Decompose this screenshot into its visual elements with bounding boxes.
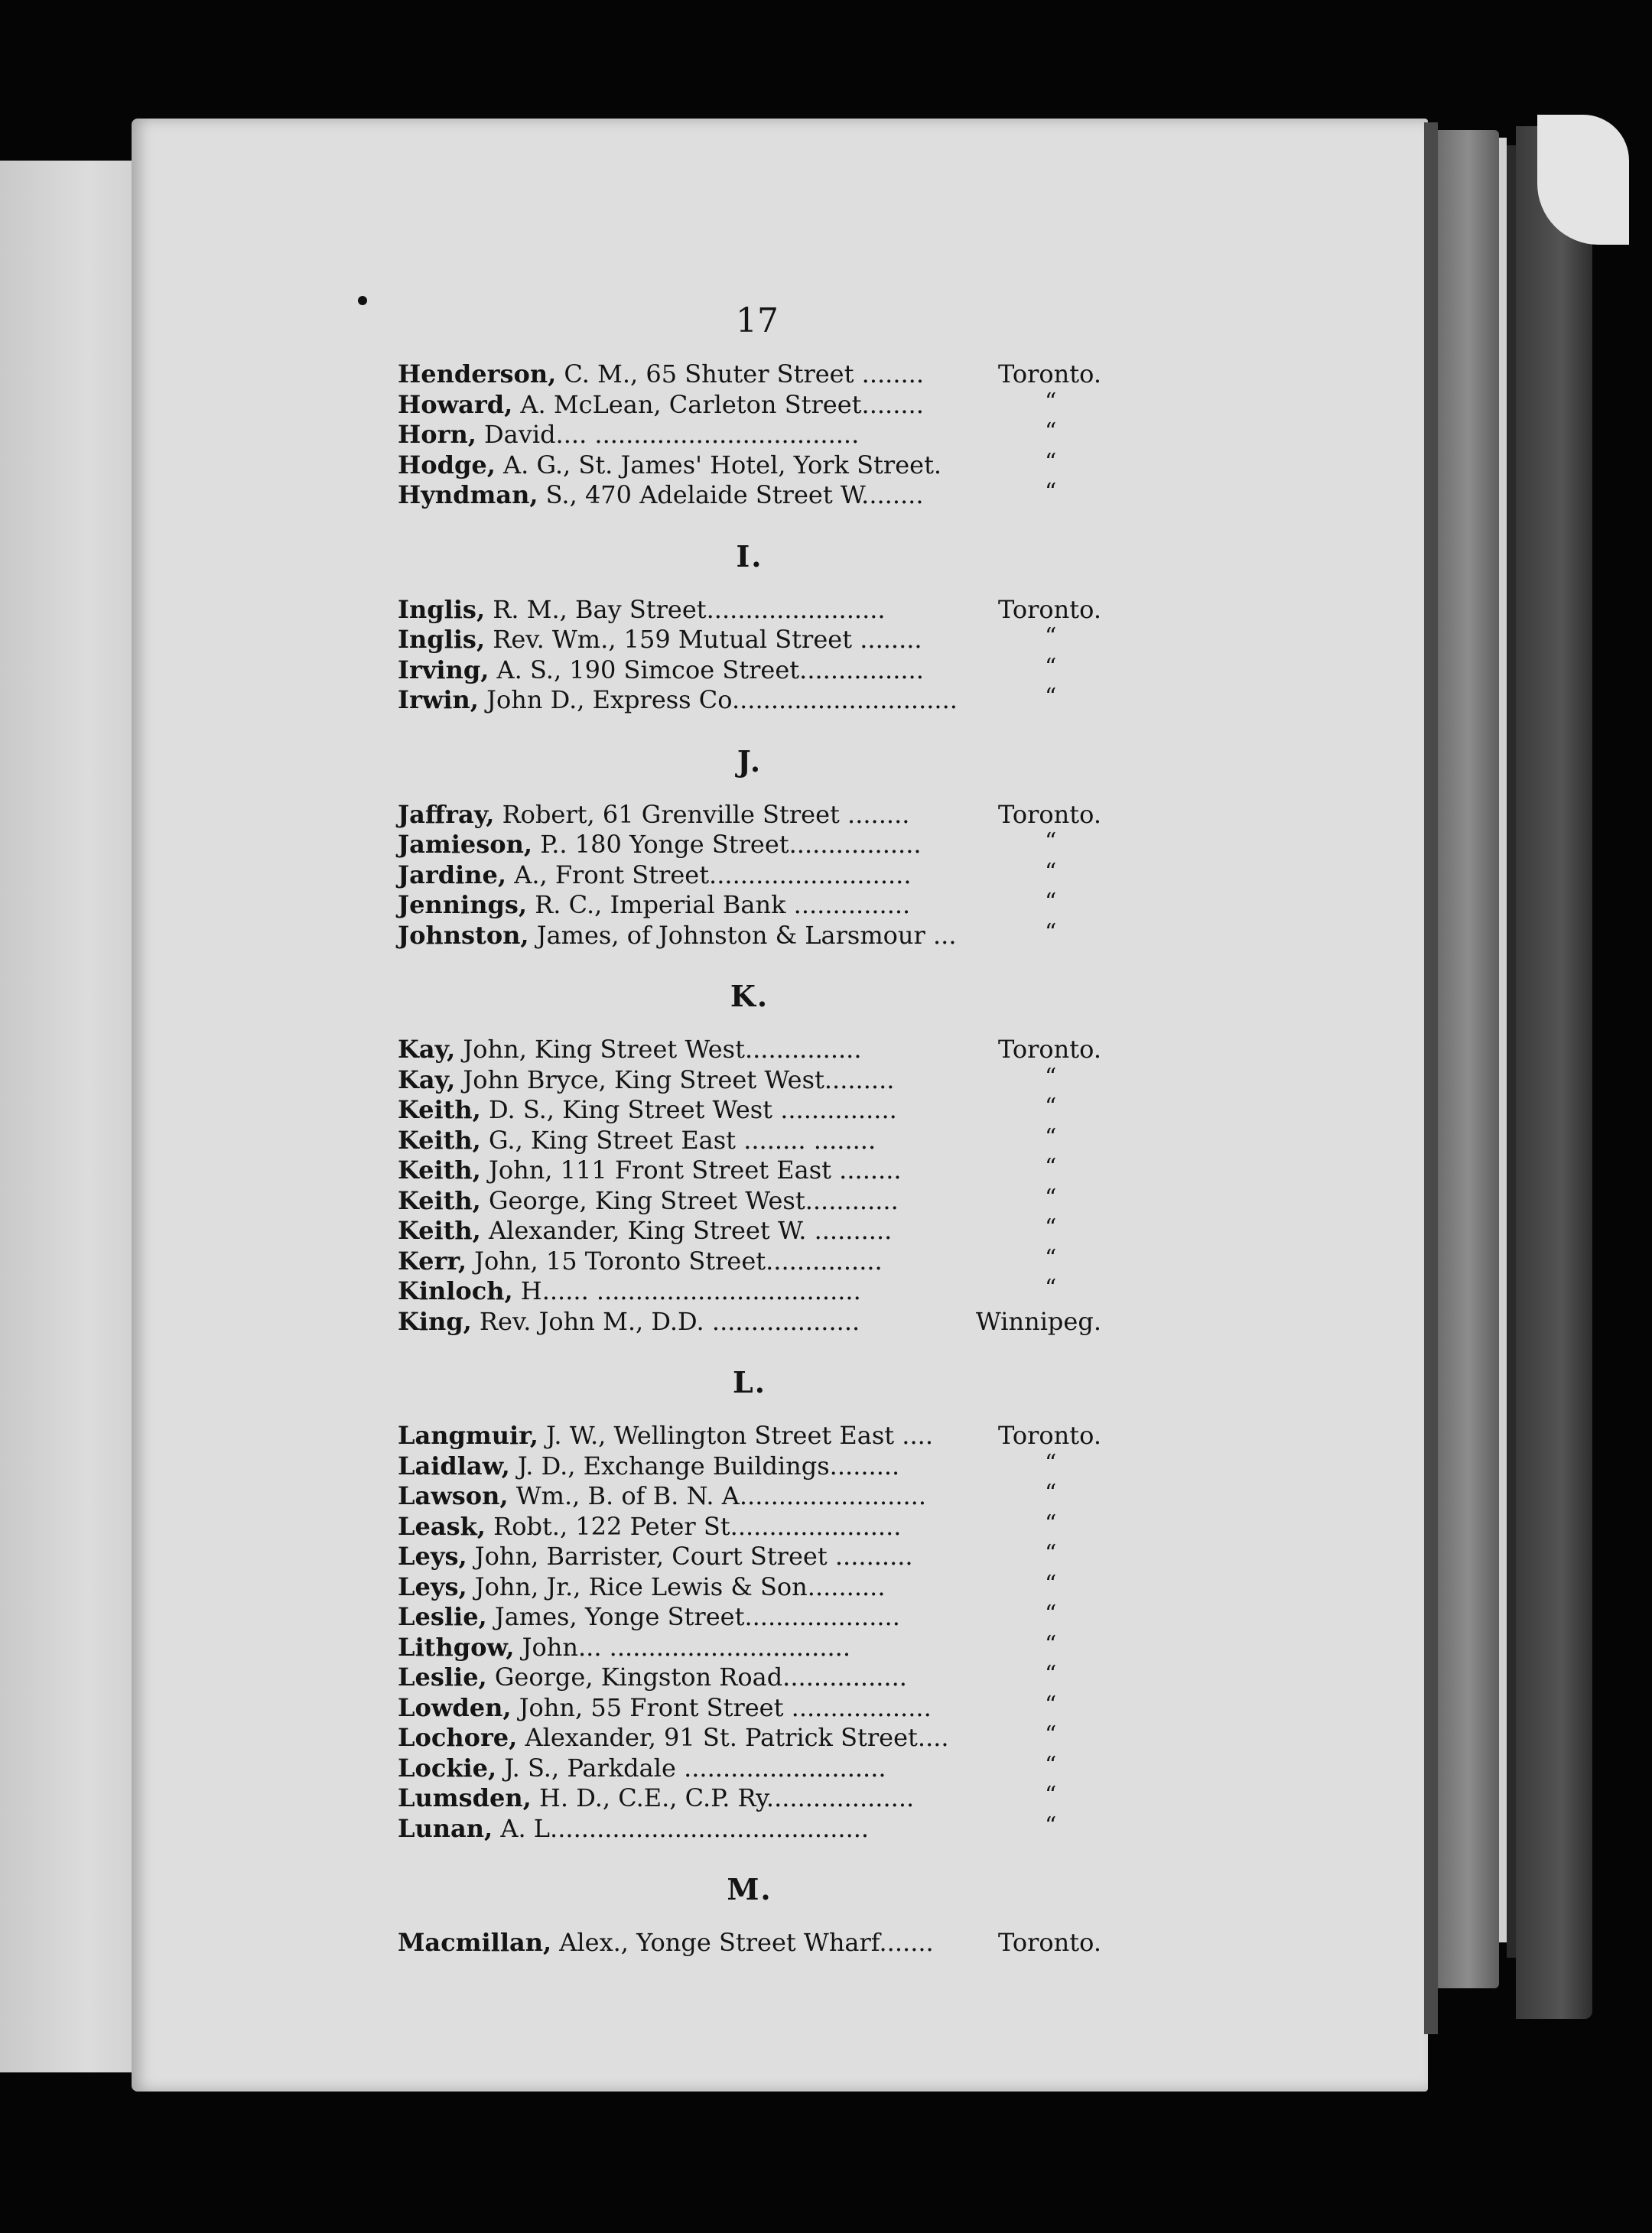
entry-leader-dots: ........ — [854, 359, 925, 388]
entry-leader-dots: .... — [894, 1421, 933, 1450]
entry-leader-dots: ........ — [861, 480, 924, 509]
entry-ditto-mark: “ — [1045, 1510, 1057, 1537]
entry-leader-dots: ... — [925, 920, 957, 950]
entry-surname: Kay, — [398, 1035, 456, 1064]
entry-text — [398, 800, 909, 830]
entry-leader-dots: ....... — [879, 1928, 934, 1957]
entry-details: Wm., B. of B. N. A — [508, 1481, 740, 1510]
directory-entry — [398, 1156, 1101, 1186]
entry-city: Winnipeg. — [975, 1306, 1101, 1336]
entry-leader-dots: ........ ........ — [736, 1125, 876, 1155]
entry-ditto-mark: “ — [1045, 858, 1057, 886]
entry-leader-dots: ........ — [839, 799, 910, 829]
entry-city: Toronto. — [997, 1421, 1101, 1450]
entry-city: Toronto. — [997, 594, 1101, 624]
directory-entry — [398, 1095, 1101, 1126]
directory-section — [398, 1844, 1101, 1958]
entry-surname: Lochore, — [398, 1723, 518, 1752]
entry-surname: Keith, — [398, 1125, 481, 1155]
entry-surname: Leask, — [398, 1511, 486, 1541]
entry-details: A. S., 190 Simcoe Street — [489, 655, 800, 684]
entry-text — [398, 1276, 861, 1307]
entry-city: Toronto. — [997, 799, 1101, 829]
entry-text — [398, 1451, 899, 1482]
directory-section — [398, 359, 1101, 511]
directory-entry — [398, 1630, 1101, 1663]
page-bullet-mark — [358, 296, 367, 305]
entry-city: Toronto. — [997, 1928, 1101, 1957]
entry-surname: Jaffray, — [398, 799, 495, 829]
entry-ditto-mark: “ — [1045, 1782, 1057, 1809]
directory-entry — [398, 1307, 1101, 1338]
entry-ditto-mark: “ — [1045, 1630, 1057, 1658]
entry-text — [398, 595, 886, 626]
directory-entry — [398, 1065, 1101, 1096]
section-letter-heading: I. — [736, 538, 763, 574]
entry-details: James, Yonge Street — [486, 1602, 745, 1631]
directory-entry — [398, 860, 1101, 891]
directory-entry — [398, 420, 1101, 450]
directory-entry — [398, 685, 1101, 716]
entry-ditto-mark: “ — [1045, 828, 1057, 855]
page-edges — [1424, 122, 1608, 2034]
directory-section — [398, 951, 1101, 1337]
entry-ditto-mark: “ — [1045, 1661, 1057, 1688]
entry-leader-dots: .......................... — [675, 1753, 886, 1783]
entry-leader-dots: ... ............................... — [577, 1632, 850, 1662]
entry-text — [398, 655, 924, 686]
entry-details: John — [514, 1632, 578, 1662]
entry-details: Rev. John M., D.D. — [471, 1306, 704, 1336]
entry-city: Toronto. — [997, 1035, 1101, 1064]
entry-leader-dots: .................. — [783, 1692, 932, 1722]
entry-leader-dots: ...... .................................. — [541, 1276, 861, 1305]
entry-text — [398, 860, 912, 891]
entry-text — [398, 1928, 934, 1958]
entry-leader-dots: .... .................................. — [555, 420, 860, 449]
directory-section — [398, 511, 1101, 716]
entry-text — [398, 1126, 876, 1156]
entry-text — [398, 1481, 926, 1512]
entry-surname: Lockie, — [398, 1753, 497, 1783]
directory-entry — [398, 595, 1101, 626]
entry-surname: Leslie, — [398, 1602, 487, 1631]
entry-surname: Lithgow, — [398, 1632, 515, 1662]
directory-entry — [398, 1723, 1101, 1754]
entry-surname: Lunan, — [398, 1813, 493, 1843]
entry-details: John, 111 Front Street East — [480, 1156, 831, 1185]
entry-text — [398, 359, 924, 390]
entry-leader-dots: ...................... — [730, 1511, 902, 1541]
directory-entry — [398, 1244, 1101, 1277]
entry-text — [398, 1783, 914, 1814]
entry-text — [398, 1186, 899, 1217]
directory-entry — [398, 1035, 1101, 1065]
section-letter-heading: K. — [730, 979, 769, 1013]
section-letter-heading: M. — [727, 1872, 772, 1906]
entry-details: S., 470 Adelaide Street W — [538, 480, 862, 509]
entry-text — [398, 1421, 933, 1451]
entry-details: Alexander, King Street W. — [480, 1216, 807, 1245]
entry-ditto-mark: “ — [1045, 1449, 1057, 1477]
entry-text — [398, 1633, 850, 1663]
directory-entry — [398, 890, 1101, 921]
entry-ditto-mark: “ — [1045, 1480, 1057, 1507]
entry-surname: Kinloch, — [398, 1276, 513, 1305]
entry-text — [398, 1814, 869, 1845]
entry-leader-dots: ............... — [766, 1246, 883, 1276]
entry-ditto-mark: “ — [1045, 1540, 1057, 1567]
entry-text — [398, 1723, 949, 1754]
directory-entry — [398, 1512, 1101, 1542]
entry-text — [398, 685, 958, 716]
directory-entry — [398, 655, 1101, 686]
entry-ditto-mark: “ — [1045, 623, 1057, 650]
directory-entry — [398, 1928, 1101, 1958]
directory-entry — [398, 1542, 1101, 1572]
entry-text — [398, 1572, 886, 1603]
entry-details: A., Front Street — [506, 860, 710, 889]
entry-text — [398, 390, 924, 421]
entry-leader-dots: ........ — [852, 625, 922, 654]
entry-surname: Macmillan, — [398, 1928, 552, 1957]
entry-text — [398, 1602, 900, 1633]
entry-surname: Kerr, — [398, 1246, 467, 1276]
directory-entry — [398, 918, 1101, 951]
entry-ditto-mark: “ — [1045, 1812, 1057, 1839]
entry-leader-dots: .......................... — [709, 860, 912, 889]
entry-details: John, 15 Toronto Street — [467, 1246, 766, 1276]
entry-text — [398, 1663, 907, 1693]
entry-text — [398, 830, 922, 860]
entry-leader-dots: ....................... — [706, 594, 886, 624]
entry-text — [398, 1216, 892, 1247]
entry-details: J. W., Wellington Street East — [538, 1421, 895, 1450]
entry-surname: Horn, — [398, 420, 476, 449]
entry-surname: Irwin, — [398, 685, 479, 714]
entry-ditto-mark: “ — [1045, 1094, 1057, 1120]
entry-ditto-mark: “ — [1045, 1691, 1057, 1718]
entry-details: H — [512, 1276, 542, 1305]
entry-details: James, of Johnston & Larsmour — [528, 920, 925, 950]
entry-details: H. D., C.E., C.P. Ry — [531, 1783, 766, 1812]
entry-ditto-mark: “ — [1045, 1063, 1057, 1090]
entry-surname: Keith, — [398, 1156, 481, 1185]
entry-text — [398, 1095, 897, 1126]
entry-details: Rev. Wm., 159 Mutual Street — [485, 625, 853, 654]
entry-ditto-mark: “ — [1045, 889, 1057, 915]
directory-entry — [398, 480, 1101, 511]
entry-city: Toronto. — [997, 359, 1101, 388]
entry-details: John Bryce, King Street West — [455, 1064, 824, 1094]
entry-details: David — [476, 420, 556, 449]
entry-leader-dots: ................ — [799, 655, 924, 684]
entry-details: J. D., Exchange Buildings — [509, 1451, 830, 1481]
entry-leader-dots: .......... — [807, 1572, 886, 1601]
directory-entry — [398, 800, 1101, 830]
entry-details: A. G., St. James' Hotel, York Street. — [495, 450, 942, 479]
entry-surname: Lumsden, — [398, 1783, 532, 1812]
entry-ditto-mark: “ — [1045, 918, 1057, 946]
entry-details: R. C., Imperial Bank — [526, 890, 786, 919]
entry-leader-dots: ............... — [744, 1035, 862, 1064]
entry-surname: Inglis, — [398, 594, 486, 624]
entry-details: John D., Express Co — [478, 685, 732, 714]
directory-content — [398, 291, 1101, 1958]
entry-surname: Henderson, — [398, 359, 557, 388]
directory-entry — [398, 1276, 1101, 1307]
entry-leader-dots: ........................ — [739, 1481, 926, 1510]
directory-section — [398, 1337, 1101, 1844]
directory-entry — [398, 1123, 1101, 1156]
entry-surname: Kay, — [398, 1064, 456, 1094]
entry-details: John, Jr., Rice Lewis & Son — [467, 1572, 808, 1601]
entry-leader-dots: ........ — [861, 389, 924, 419]
left-facing-page — [0, 161, 147, 2072]
entry-text — [398, 625, 922, 655]
directory-entry — [398, 1451, 1101, 1482]
page-number: 17 — [736, 301, 779, 340]
entry-details: A. McLean, Carleton Street — [512, 389, 862, 419]
entry-details: John, King Street West — [455, 1035, 745, 1064]
entry-details: J. S., Parkdale — [496, 1753, 676, 1783]
entry-details: D. S., King Street West — [480, 1095, 773, 1124]
entry-ditto-mark: “ — [1045, 1275, 1057, 1302]
entry-ditto-mark: “ — [1045, 1184, 1057, 1211]
entry-text — [398, 1542, 913, 1572]
directory-sections — [398, 359, 1101, 1958]
entry-surname: Keith, — [398, 1185, 481, 1215]
entry-leader-dots: ............ — [805, 1185, 899, 1215]
entry-ditto-mark: “ — [1045, 1244, 1057, 1272]
entry-surname: Langmuir, — [398, 1421, 538, 1450]
entry-ditto-mark: “ — [1045, 388, 1057, 415]
entry-details: George, Kingston Road — [486, 1663, 783, 1692]
directory-entry — [398, 1421, 1101, 1451]
entry-surname: Jennings, — [398, 890, 527, 919]
entry-ditto-mark: “ — [1045, 1601, 1057, 1627]
section-letter-heading: J. — [737, 743, 763, 778]
directory-entry — [398, 390, 1101, 421]
entry-surname: Howard, — [398, 389, 513, 419]
directory-entry — [398, 359, 1101, 390]
directory-entry — [398, 1216, 1101, 1247]
entry-surname: Leslie, — [398, 1663, 487, 1692]
directory-entry — [398, 1751, 1101, 1784]
entry-ditto-mark: “ — [1045, 653, 1057, 681]
directory-section — [398, 716, 1101, 951]
entry-leader-dots: .......... — [827, 1542, 913, 1571]
entry-surname: Leys, — [398, 1572, 467, 1601]
directory-entry — [398, 1693, 1101, 1724]
section-letter-heading: L. — [733, 1365, 766, 1399]
entry-leader-dots: ............... — [785, 890, 911, 919]
entry-surname: Irving, — [398, 655, 489, 684]
entry-leader-dots: ................... — [766, 1783, 915, 1812]
entry-leader-dots: ......... — [829, 1451, 900, 1481]
entry-details: P.. 180 Yonge Street — [532, 830, 789, 859]
entry-ditto-mark: “ — [1045, 1721, 1057, 1748]
directory-entry — [398, 1783, 1101, 1814]
directory-entry — [398, 625, 1101, 655]
entry-surname: Johnston, — [398, 920, 529, 950]
entry-leader-dots: ......................................... — [550, 1813, 870, 1843]
entry-surname: Laidlaw, — [398, 1451, 510, 1481]
entry-text — [398, 1247, 883, 1277]
entry-text — [398, 890, 910, 921]
entry-leader-dots: .... — [917, 1723, 949, 1752]
directory-entry — [398, 1186, 1101, 1217]
directory-entry — [398, 1663, 1101, 1693]
entry-details: Robert, 61 Grenville Street — [494, 799, 840, 829]
entry-leader-dots: .................... — [744, 1602, 900, 1631]
entry-leader-dots: ................ — [782, 1663, 907, 1692]
entry-surname: Lowden, — [398, 1692, 512, 1722]
entry-surname: Keith, — [398, 1216, 481, 1245]
entry-text — [398, 1035, 862, 1065]
entry-text — [398, 1693, 932, 1724]
directory-entry — [398, 1814, 1101, 1845]
entry-surname: Keith, — [398, 1095, 481, 1124]
entry-text — [398, 420, 859, 450]
entry-text — [398, 480, 924, 511]
entry-surname: Jamieson, — [398, 830, 533, 859]
entry-text — [398, 921, 957, 951]
entry-leader-dots: .......... — [806, 1216, 893, 1245]
directory-entry — [398, 1602, 1101, 1633]
entry-text — [398, 450, 941, 481]
entry-details: John, 55 Front Street — [511, 1692, 784, 1722]
entry-leader-dots: ................. — [789, 830, 922, 859]
entry-ditto-mark: “ — [1045, 1123, 1057, 1151]
entry-ditto-mark: “ — [1045, 1751, 1057, 1779]
entry-ditto-mark: “ — [1045, 684, 1057, 710]
entry-details: George, King Street West — [480, 1185, 805, 1215]
entry-details: C. M., 65 Shuter Street — [556, 359, 854, 388]
entry-text — [398, 1065, 894, 1096]
directory-entry — [398, 830, 1101, 860]
directory-entry — [398, 1572, 1101, 1603]
entry-details: Robt., 122 Peter St — [485, 1511, 730, 1541]
entry-surname: King, — [398, 1306, 472, 1336]
entry-ditto-mark: “ — [1045, 1154, 1057, 1181]
directory-entry — [398, 450, 1101, 481]
entry-leader-dots: ......... — [824, 1064, 895, 1094]
directory-entry — [398, 1481, 1101, 1512]
entry-ditto-mark: “ — [1045, 418, 1057, 445]
entry-leader-dots: ................... — [704, 1306, 860, 1336]
entry-surname: Hodge, — [398, 450, 496, 479]
entry-surname: Hyndman, — [398, 480, 538, 509]
entry-leader-dots: ............... — [772, 1095, 897, 1124]
entry-details: A. L — [493, 1813, 551, 1843]
entry-ditto-mark: “ — [1045, 448, 1057, 476]
entry-text — [398, 1307, 860, 1338]
entry-details: Alexander, 91 St. Patrick Street — [517, 1723, 918, 1752]
entry-ditto-mark: “ — [1045, 479, 1057, 505]
entry-surname: Leys, — [398, 1542, 467, 1571]
entry-text — [398, 1156, 902, 1186]
entry-text — [398, 1754, 886, 1784]
entry-ditto-mark: “ — [1045, 1214, 1057, 1241]
entry-surname: Jardine, — [398, 860, 507, 889]
entry-leader-dots: ............................. — [731, 685, 958, 714]
entry-surname: Inglis, — [398, 625, 486, 654]
entry-details: Alex., Yonge Street Wharf — [551, 1928, 880, 1957]
entry-text — [398, 1512, 901, 1542]
entry-details: John, Barrister, Court Street — [467, 1542, 828, 1571]
entry-leader-dots: ........ — [831, 1156, 902, 1185]
entry-details: G., King Street East — [480, 1125, 737, 1155]
entry-ditto-mark: “ — [1045, 1570, 1057, 1598]
entry-details: R. M., Bay Street — [485, 594, 707, 624]
entry-surname: Lawson, — [398, 1481, 509, 1510]
